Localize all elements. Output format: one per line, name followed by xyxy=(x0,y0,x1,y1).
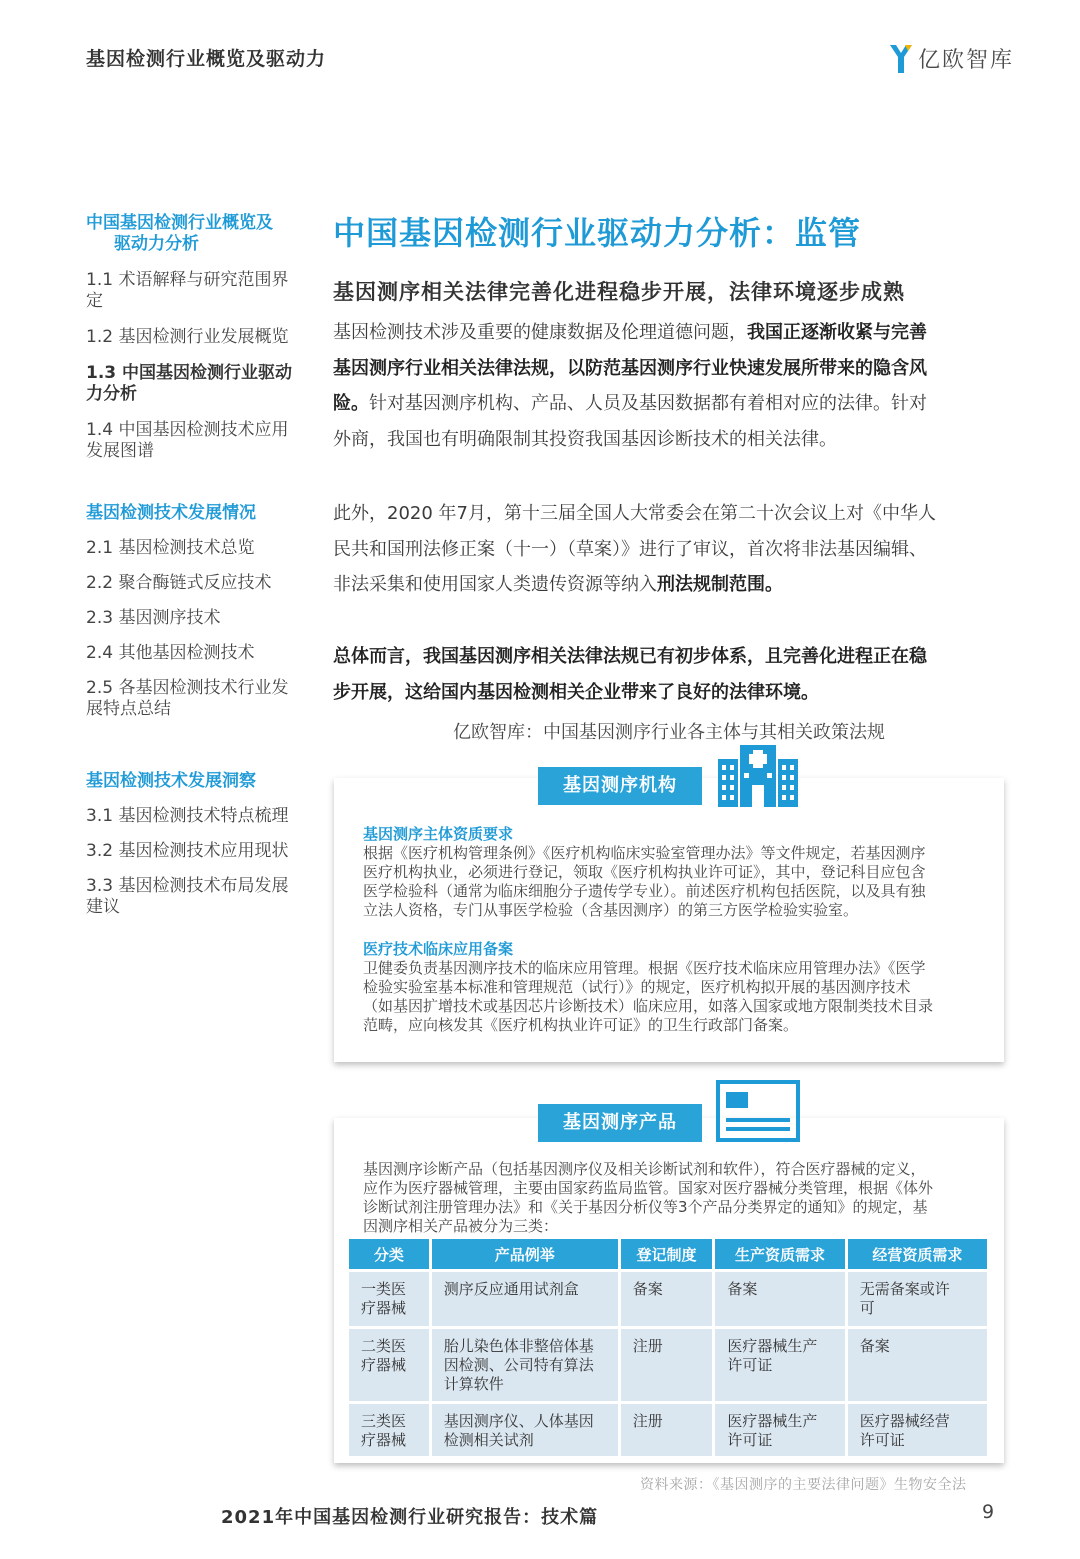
sidebar-item-2-1[interactable]: 2.1 基因检测技术总览 xyxy=(86,538,255,558)
sidebar-item-1-3[interactable]: 1.3 中国基因检测行业驱动 力分析 xyxy=(86,363,293,404)
table-cell: 二类医 疗器械 xyxy=(349,1329,429,1401)
sidebar-section-2 xyxy=(86,503,308,720)
table-cell: 医疗器械生产 许可证 xyxy=(715,1404,844,1456)
table-cell: 注册 xyxy=(621,1329,713,1401)
product-card-icon xyxy=(716,1080,800,1146)
logo-text: 亿欧智库 xyxy=(918,47,1015,73)
block-title: 基因测序主体资质要求 xyxy=(363,825,514,843)
table-row xyxy=(349,1404,987,1456)
table-cell: 医疗器械经营 许可证 xyxy=(848,1404,987,1456)
table-cell: 一类医 疗器械 xyxy=(349,1272,429,1326)
page-number: 9 xyxy=(982,1501,995,1523)
sidebar-section-3 xyxy=(86,771,308,918)
col-header: 分类 xyxy=(349,1239,429,1269)
col-header: 经营资质需求 xyxy=(848,1239,987,1269)
sidebar-item-1-4[interactable]: 1.4 中国基因检测技术应用 发展图谱 xyxy=(86,420,289,461)
sidebar-section-1 xyxy=(86,213,308,462)
table-header-row xyxy=(349,1239,987,1269)
block-title: 医疗技术临床应用备案 xyxy=(363,940,514,958)
footer-title: 2021年中国基因检测行业研究报告：技术篇 xyxy=(221,1507,599,1528)
table-row xyxy=(349,1329,987,1401)
sidebar-item-1-1[interactable]: 1.1 术语解释与研究范围界 定 xyxy=(86,270,289,311)
table-cell: 无需备案或许 可 xyxy=(848,1272,987,1326)
sidebar-item-2-3[interactable]: 2.3 基因测序技术 xyxy=(86,608,221,628)
table-cell: 备案 xyxy=(715,1272,844,1326)
table-cell: 测序反应通用试剂盒 xyxy=(432,1272,618,1326)
sidebar-item-3-2[interactable]: 3.2 基因检测技术应用现状 xyxy=(86,841,289,861)
sidebar-section-title[interactable]: 中国基因检测行业概览及 驱动力分析 xyxy=(86,213,273,254)
col-header: 产品例举 xyxy=(432,1239,618,1269)
table-cell: 胎儿染色体非整倍体基 因检测、公司特有算法 计算软件 xyxy=(432,1329,618,1401)
table-cell: 基因测序仪、人体基因 检测相关试剂 xyxy=(432,1404,618,1456)
product-class-table xyxy=(346,1236,990,1459)
sidebar-item-1-2[interactable]: 1.2 基因检测行业发展概览 xyxy=(86,327,289,347)
hospital-icon xyxy=(718,745,798,811)
header-title: 基因检测行业概览及驱动力 xyxy=(86,48,327,70)
paragraph-3: 总体而言，我国基因测序相关法律法规已有初步体系，且完善化进程正在稳 步开展，这给国内基因检测相关企业带来了良好的法律环境。 xyxy=(333,646,927,703)
page-subtitle: 基因测序相关法律完善化进程稳步开展，法律环境逐步成熟 xyxy=(333,280,905,304)
figure-caption: 亿欧智库：中国基因测序行业各主体与其相关政策法规 xyxy=(453,722,885,743)
paragraph-1: 基因检测技术涉及重要的健康数据及伦理道德问题，我国正逐渐收紧与完善 基因测序行业相关法律法规，以防范基因测序行业快速发展所带来的隐含风 险。针对基因测序机构、产品、人员及基因数据都有着相对应的法律。针对 外商，我国也有明确限制其投资我国基因诊断技术的相关法律。 xyxy=(333,322,927,450)
table-cell: 医疗器械生产 许可证 xyxy=(715,1329,844,1401)
paragraph-2: 此外，2020 年7月，第十三届全国人大常委会在第二十次会议上对《中华人 民共和国刑法修正案（十一）（草案）》进行了审议，首次将非法基因编辑、 非法采集和使用国家人类遗传资源等纳入刑法规制范围。 xyxy=(333,503,936,595)
sidebar-item-2-4[interactable]: 2.4 其他基因检测技术 xyxy=(86,643,255,663)
logo-mark-icon xyxy=(888,41,914,75)
sidebar-item-3-3[interactable]: 3.3 基因检测技术布局发展 建议 xyxy=(86,876,289,917)
table-cell: 注册 xyxy=(621,1404,713,1456)
table-cell: 备案 xyxy=(621,1272,713,1326)
col-header: 生产资质需求 xyxy=(715,1239,844,1269)
page-title: 中国基因检测行业驱动力分析：监管 xyxy=(333,214,862,252)
institution-block-1: 基因测序主体资质要求 根据《医疗机构管理条例》《医疗机构临床实验室管理办法》等文件规定，若基因测序 医疗机构执业，必须进行登记，领取《医疗机构执业许可证》，其中，登记科目应包含 医学检验科（通常为临床细胞分子遗传学专业）。前述医疗机构包括医院，以及具有独 立法人资格，专门从事医学检验（含基因测序）的第三方医学检验实验室。 xyxy=(363,825,983,920)
source-note: 资料来源：《基因测序的主要法律问题》生物安全法 xyxy=(640,1477,967,1493)
institution-block-2: 医疗技术临床应用备案 卫健委负责基因测序技术的临床应用管理。根据《医疗技术临床应用管理办法》《医学 检验实验室基本标准和管理规范（试行）》的规定，医疗机构拟开展的基因测序技术 （如基因扩增技术或基因芯片诊断技术）临床应用，如落入国家或地方限制类技术目录 范畴，应向核发其《医疗机构执业许可证》的卫生行政部门备案。 xyxy=(363,940,983,1035)
brand-logo xyxy=(888,38,1014,78)
table-row xyxy=(349,1272,987,1326)
product-intro: 基因测序诊断产品（包括基因测序仪及相关诊断试剂和软件），符合医疗器械的定义， 应作为医疗器械管理，主要由国家药监局监管。国家对医疗器械分类管理，根据《体外 诊断试剂注册管理办法》和《关于基因分析仪等3个产品分类界定的通知》的规定，基 因测序相关产品被分为三类： xyxy=(363,1160,934,1235)
product-tag: 基因测序产品 xyxy=(538,1104,702,1142)
sidebar-item-2-5[interactable]: 2.5 各基因检测技术行业发 展特点总结 xyxy=(86,678,289,719)
sidebar-item-3-1[interactable]: 3.1 基因检测技术特点梳理 xyxy=(86,806,289,826)
sidebar-section-title[interactable]: 基因检测技术发展洞察 xyxy=(86,771,256,791)
table-cell: 三类医 疗器械 xyxy=(349,1404,429,1456)
institution-tag: 基因测序机构 xyxy=(538,767,702,805)
sidebar-section-title[interactable]: 基因检测技术发展情况 xyxy=(86,503,256,523)
table-cell: 备案 xyxy=(848,1329,987,1401)
sidebar-item-2-2[interactable]: 2.2 聚合酶链式反应技术 xyxy=(86,573,272,593)
col-header: 登记制度 xyxy=(621,1239,713,1269)
